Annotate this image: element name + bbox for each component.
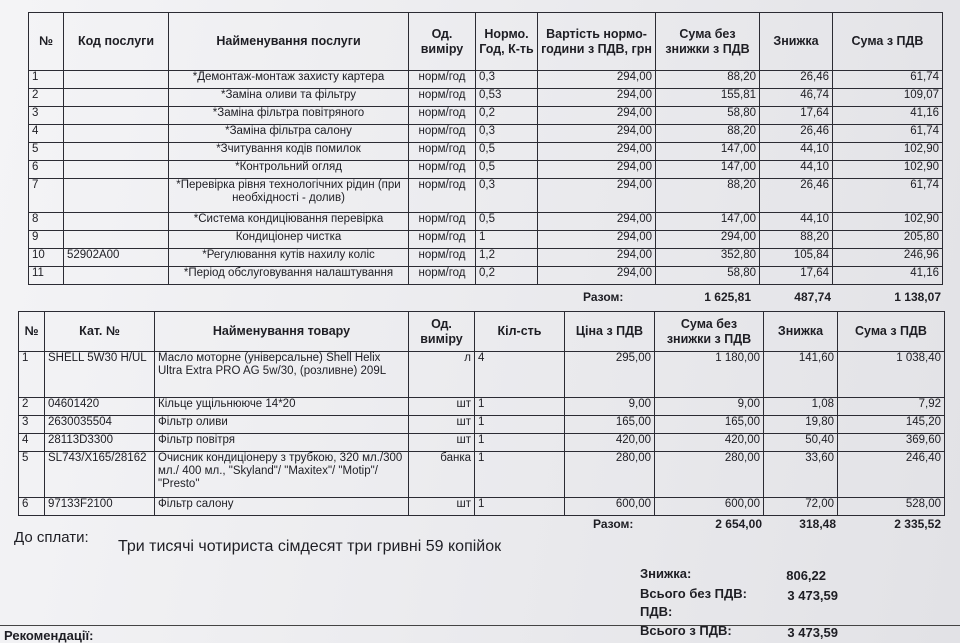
table-cell: 294,00 xyxy=(538,249,656,267)
table-row xyxy=(19,352,945,398)
table-cell: Кільце ущільнююче 14*20 xyxy=(155,398,409,416)
table-cell xyxy=(64,267,169,285)
table-row xyxy=(19,416,945,434)
summary-with-vat-label: Всього з ПДВ: xyxy=(640,623,732,638)
table-cell: 352,80 xyxy=(656,249,760,267)
table-cell: 294,00 xyxy=(538,125,656,143)
table-cell: 1 xyxy=(475,398,565,416)
table-cell: 97133F2100 xyxy=(45,498,155,516)
table-row xyxy=(29,143,943,161)
table-cell: *Перевірка рівня технологічних рідин (при необхідності - долив) xyxy=(169,179,409,213)
table-row xyxy=(29,71,943,89)
table-cell: норм/год xyxy=(409,107,476,125)
table-cell: Очисник кондиціонеру з трубкою, 320 мл./300 мл./ 400 мл., "Skyland"/ "Maxitex"/ "Motip"/ "Presto" xyxy=(155,452,409,498)
table-cell: 61,74 xyxy=(833,125,943,143)
table-cell: 1,08 xyxy=(764,398,838,416)
table-cell: 9,00 xyxy=(655,398,764,416)
table-row xyxy=(29,89,943,107)
table-cell: норм/год xyxy=(409,267,476,285)
table-row xyxy=(29,267,943,285)
table-cell: 9,00 xyxy=(565,398,655,416)
table-cell: Фільтр оливи xyxy=(155,416,409,434)
table-cell: 145,20 xyxy=(838,416,945,434)
table-cell: 4 xyxy=(475,352,565,398)
table-cell: 102,90 xyxy=(833,213,943,231)
table-cell: 61,74 xyxy=(833,71,943,89)
table-row xyxy=(29,231,943,249)
table-cell: 0,3 xyxy=(476,125,538,143)
table-cell: 280,00 xyxy=(655,452,764,498)
col-header: Нормо. Год, К-ть xyxy=(476,13,538,71)
payment-words: Три тисячі чотириста сімдесят три гривні 59 копійок xyxy=(118,538,502,555)
table-cell: SHELL 5W30 H/UL xyxy=(45,352,155,398)
payment-label: До сплати: xyxy=(14,529,89,546)
products-total-no-discount: 2 654,00 xyxy=(715,518,762,531)
table-cell: Кондиціонер чистка xyxy=(169,231,409,249)
table-cell: 294,00 xyxy=(538,213,656,231)
products-totals xyxy=(590,518,944,531)
table-cell: *Контрольний огляд xyxy=(169,161,409,179)
table-cell: *Заміна фільтра повітряного xyxy=(169,107,409,125)
services-total-discount: 487,74 xyxy=(794,291,831,304)
table-cell: 147,00 xyxy=(656,161,760,179)
col-header: Сума з ПДВ xyxy=(838,312,945,352)
table-cell: 1,2 xyxy=(476,249,538,267)
services-total-with-vat: 1 138,07 xyxy=(894,291,941,304)
recommendations-label: Рекомендації: xyxy=(4,628,94,643)
table-cell: 26,46 xyxy=(760,179,833,213)
divider xyxy=(0,625,960,626)
col-header: Од. виміру xyxy=(409,312,475,352)
table-cell xyxy=(64,107,169,125)
table-cell: 294,00 xyxy=(656,231,760,249)
col-header: № xyxy=(19,312,45,352)
table-cell: 1 xyxy=(29,71,64,89)
table-cell: 105,84 xyxy=(760,249,833,267)
table-cell: *Заміна оливи та фільтру xyxy=(169,89,409,107)
table-cell: 6 xyxy=(29,161,64,179)
table-cell: 294,00 xyxy=(538,179,656,213)
col-header: № xyxy=(29,13,64,71)
table-cell: 528,00 xyxy=(838,498,945,516)
table-cell: Фільтр салону xyxy=(155,498,409,516)
table-cell: 88,20 xyxy=(656,179,760,213)
table-cell: 147,00 xyxy=(656,143,760,161)
table-cell: 280,00 xyxy=(565,452,655,498)
table-cell: 0,5 xyxy=(476,213,538,231)
table-cell: норм/год xyxy=(409,89,476,107)
table-cell: шт xyxy=(409,498,475,516)
products-table xyxy=(18,311,945,516)
table-cell: 7 xyxy=(29,179,64,213)
table-cell: 1 xyxy=(475,452,565,498)
table-cell xyxy=(64,89,169,107)
table-cell: шт xyxy=(409,416,475,434)
table-cell: 5 xyxy=(19,452,45,498)
table-row xyxy=(29,161,943,179)
table-cell: 600,00 xyxy=(655,498,764,516)
table-cell: 1 xyxy=(475,416,565,434)
table-cell: 9 xyxy=(29,231,64,249)
col-header: Вартість нормо-години з ПДВ, грн xyxy=(538,13,656,71)
table-cell: 52902A00 xyxy=(64,249,169,267)
table-cell: 3 xyxy=(19,416,45,434)
table-cell: л xyxy=(409,352,475,398)
table-cell: SL743/X165/28162 xyxy=(45,452,155,498)
table-cell: 7,92 xyxy=(838,398,945,416)
summary-vat-label: ПДВ: xyxy=(640,604,673,619)
table-cell: 17,64 xyxy=(760,107,833,125)
table-cell: 1 xyxy=(476,231,538,249)
summary-with-vat-value: 3 473,59 xyxy=(787,625,838,640)
table-row xyxy=(29,179,943,213)
table-cell: *Період обслуговування налаштування xyxy=(169,267,409,285)
table-cell: 141,60 xyxy=(764,352,838,398)
table-row xyxy=(19,452,945,498)
table-cell: 294,00 xyxy=(538,107,656,125)
table-cell: 0,2 xyxy=(476,267,538,285)
col-header: Знижка xyxy=(760,13,833,71)
table-cell: норм/год xyxy=(409,71,476,89)
table-cell: 2 xyxy=(19,398,45,416)
table-cell: 50,40 xyxy=(764,434,838,452)
table-cell: шт xyxy=(409,398,475,416)
col-header: Сума без знижки з ПДВ xyxy=(655,312,764,352)
products-total-discount: 318,48 xyxy=(799,518,836,531)
table-cell: 4 xyxy=(29,125,64,143)
table-cell: 44,10 xyxy=(760,213,833,231)
table-cell xyxy=(64,71,169,89)
table-cell: 4 xyxy=(19,434,45,452)
table-cell: 88,20 xyxy=(656,125,760,143)
table-cell: 0,5 xyxy=(476,143,538,161)
table-cell: 6 xyxy=(19,498,45,516)
table-cell: 58,80 xyxy=(656,267,760,285)
table-cell: 294,00 xyxy=(538,71,656,89)
table-cell: норм/год xyxy=(409,161,476,179)
table-cell: 41,16 xyxy=(833,267,943,285)
table-cell: 10 xyxy=(29,249,64,267)
table-cell: 1 xyxy=(475,498,565,516)
table-cell: 1 xyxy=(19,352,45,398)
table-row xyxy=(29,213,943,231)
col-header: Сума без знижки з ПДВ xyxy=(656,13,760,71)
table-cell: 102,90 xyxy=(833,143,943,161)
table-cell xyxy=(64,179,169,213)
summary-no-vat-label: Всього без ПДВ: xyxy=(640,586,748,601)
table-row xyxy=(29,107,943,125)
table-cell: 0,2 xyxy=(476,107,538,125)
col-header: Код послуги xyxy=(64,13,169,71)
table-cell: норм/год xyxy=(409,213,476,231)
table-cell: 2 xyxy=(29,89,64,107)
table-cell xyxy=(64,125,169,143)
table-cell: Масло моторне (універсальне) Shell Helix Ultra Extra PRO AG 5w/30, (розливне) 209L xyxy=(155,352,409,398)
table-cell: 58,80 xyxy=(656,107,760,125)
services-total-label: Разом: xyxy=(583,291,624,304)
col-header: Сума з ПДВ xyxy=(833,13,943,71)
services-totals xyxy=(580,291,944,304)
table-cell: 102,90 xyxy=(833,161,943,179)
table-cell: 420,00 xyxy=(565,434,655,452)
col-header: Од. виміру xyxy=(409,13,476,71)
products-total-with-vat: 2 335,52 xyxy=(894,518,941,531)
table-cell: 369,60 xyxy=(838,434,945,452)
table-cell: 109,07 xyxy=(833,89,943,107)
table-row xyxy=(19,434,945,452)
col-header: Найменування послуги xyxy=(169,13,409,71)
table-cell: норм/год xyxy=(409,125,476,143)
table-cell: 246,40 xyxy=(838,452,945,498)
table-cell: 33,60 xyxy=(764,452,838,498)
col-header: Найменування товару xyxy=(155,312,409,352)
table-cell: 11 xyxy=(29,267,64,285)
table-cell: 46,74 xyxy=(760,89,833,107)
table-cell: 1 xyxy=(475,434,565,452)
table-cell: банка xyxy=(409,452,475,498)
table-cell: норм/год xyxy=(409,179,476,213)
products-total-label: Разом: xyxy=(593,518,634,531)
services-header-row xyxy=(29,13,943,71)
services-total-no-discount: 1 625,81 xyxy=(704,291,751,304)
table-cell: 294,00 xyxy=(538,161,656,179)
table-cell xyxy=(64,213,169,231)
table-cell: 2630035504 xyxy=(45,416,155,434)
table-row xyxy=(29,125,943,143)
table-cell: 1 038,40 xyxy=(838,352,945,398)
table-cell: 3 xyxy=(29,107,64,125)
table-cell: шт xyxy=(409,434,475,452)
table-cell: 0,5 xyxy=(476,161,538,179)
table-cell: 72,00 xyxy=(764,498,838,516)
summary-no-vat-value: 3 473,59 xyxy=(787,588,838,603)
table-cell: 17,64 xyxy=(760,267,833,285)
summary-discount-value: 806,22 xyxy=(786,568,826,583)
table-cell: норм/год xyxy=(409,143,476,161)
table-cell: 420,00 xyxy=(655,434,764,452)
table-cell: *Система кондиціювання перевірка xyxy=(169,213,409,231)
col-header: Кат. № xyxy=(45,312,155,352)
table-cell: 5 xyxy=(29,143,64,161)
table-cell: Фільтр повітря xyxy=(155,434,409,452)
table-cell: 41,16 xyxy=(833,107,943,125)
table-cell: 04601420 xyxy=(45,398,155,416)
table-cell: 61,74 xyxy=(833,179,943,213)
table-cell: *Зчитування кодів помилок xyxy=(169,143,409,161)
table-cell: 88,20 xyxy=(760,231,833,249)
services-table xyxy=(28,12,943,285)
table-row xyxy=(29,249,943,267)
table-cell: 165,00 xyxy=(655,416,764,434)
table-cell: 294,00 xyxy=(538,89,656,107)
table-cell: 44,10 xyxy=(760,143,833,161)
table-cell: 246,96 xyxy=(833,249,943,267)
table-cell: 165,00 xyxy=(565,416,655,434)
table-cell: 28113D3300 xyxy=(45,434,155,452)
table-cell: 26,46 xyxy=(760,125,833,143)
table-cell: 600,00 xyxy=(565,498,655,516)
table-cell: 294,00 xyxy=(538,267,656,285)
table-cell: 19,80 xyxy=(764,416,838,434)
summary-discount-label: Знижка: xyxy=(640,566,692,581)
table-cell: 0,3 xyxy=(476,71,538,89)
table-cell: норм/год xyxy=(409,231,476,249)
table-cell: норм/год xyxy=(409,249,476,267)
table-cell: 44,10 xyxy=(760,161,833,179)
table-cell: 294,00 xyxy=(538,231,656,249)
table-cell xyxy=(64,143,169,161)
table-row xyxy=(19,498,945,516)
table-cell: 0,53 xyxy=(476,89,538,107)
col-header: Знижка xyxy=(764,312,838,352)
table-cell: 0,3 xyxy=(476,179,538,213)
table-cell: 1 180,00 xyxy=(655,352,764,398)
table-cell: *Регулювання кутів нахилу коліс xyxy=(169,249,409,267)
table-cell: 205,80 xyxy=(833,231,943,249)
table-cell: 295,00 xyxy=(565,352,655,398)
table-cell: 155,81 xyxy=(656,89,760,107)
table-cell xyxy=(64,161,169,179)
table-cell: *Демонтаж-монтаж захисту картера xyxy=(169,71,409,89)
table-cell: 294,00 xyxy=(538,143,656,161)
col-header: Кіл-сть xyxy=(475,312,565,352)
table-cell: 88,20 xyxy=(656,71,760,89)
products-header-row xyxy=(19,312,945,352)
table-cell: 26,46 xyxy=(760,71,833,89)
table-cell xyxy=(64,231,169,249)
table-row xyxy=(19,398,945,416)
table-cell: *Заміна фільтра салону xyxy=(169,125,409,143)
table-cell: 8 xyxy=(29,213,64,231)
table-cell: 147,00 xyxy=(656,213,760,231)
col-header: Ціна з ПДВ xyxy=(565,312,655,352)
